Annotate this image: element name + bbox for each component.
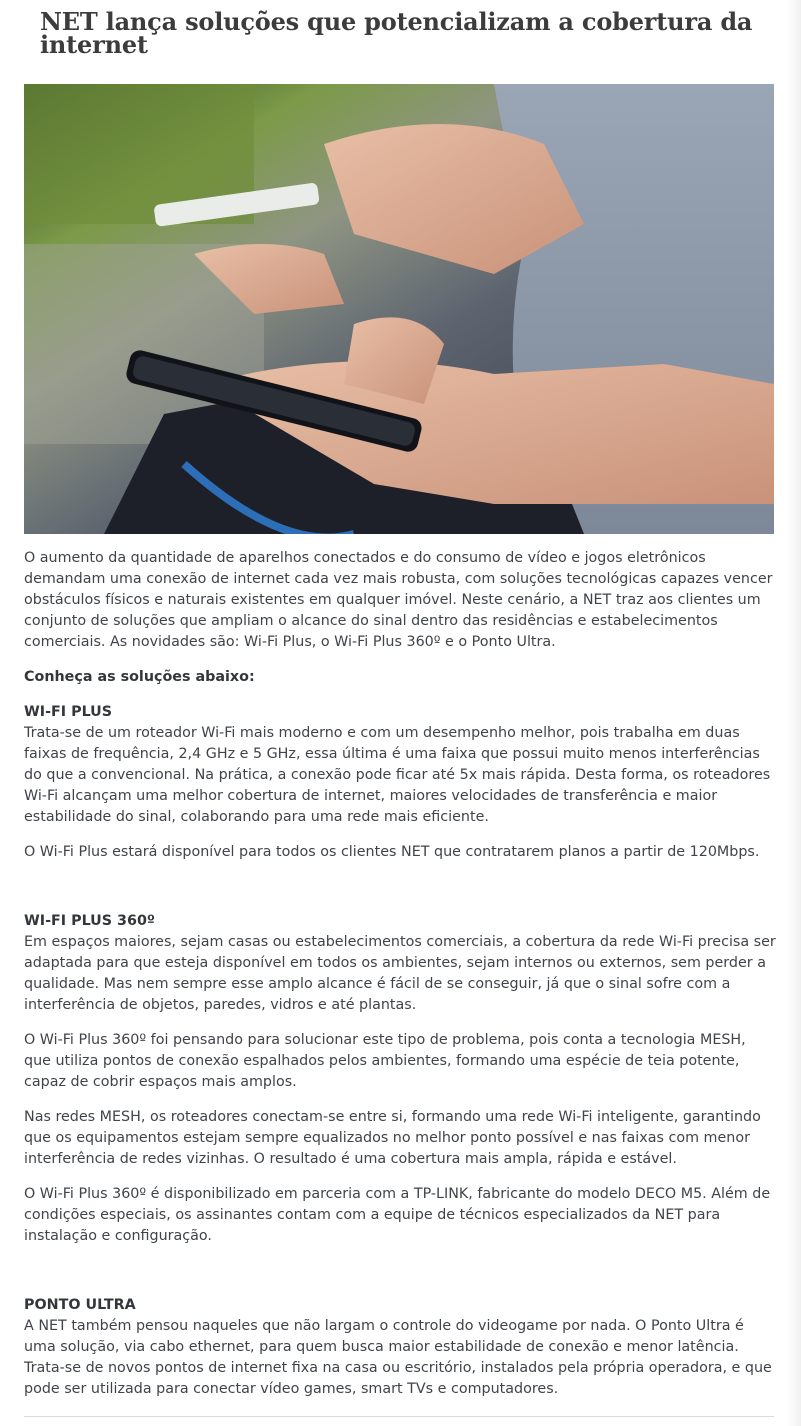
section-heading: WI-FI PLUS — [24, 704, 113, 720]
article-title: NET lança soluções que potencializam a cobertura da internet — [40, 7, 753, 59]
spacer — [24, 1261, 776, 1295]
article-body — [24, 548, 776, 1414]
section-paragraph: A NET também pensou naqueles que não largam o controle do videogame por nada. O Ponto Ultra é uma solução, via cabo ethernet, para quem busca maior estabilidade de conexão e menor latência. Trata-se de novos pontos de internet fixa na casa ou escritório, instalados pela própria operadora, e que pode ser utilizada para conectar vídeo games, smart TVs e computadores. — [24, 1318, 772, 1397]
section-ponto-ultra — [24, 1295, 776, 1400]
section-wifi-plus-360 — [24, 911, 776, 1247]
section-heading: PONTO ULTRA — [24, 1297, 136, 1313]
page-edge-shadow — [787, 0, 801, 1426]
lead-text: Conheça as soluções abaixo: — [24, 669, 255, 685]
section-paragraph: O Wi-Fi Plus 360º é disponibilizado em parceria com a TP-LINK, fabricante do modelo DECO M5. Além de condições especiais, os assinantes contam com a equipe de técnicos especializados da NET para instalação e configuração. — [24, 1186, 771, 1244]
bottom-divider — [24, 1416, 774, 1417]
photo-hands-smartphones-icon — [24, 84, 774, 534]
section-wifi-plus — [24, 702, 776, 863]
spacer — [24, 877, 776, 911]
intro-paragraph: O aumento da quantidade de aparelhos conectados e do consumo de vídeo e jogos eletrônicos demandam uma conexão de internet cada vez mais robusta, com soluções tecnológicas capazes vencer obstáculos físicos e naturais existentes em qualquer imóvel. Neste cenário, a NET traz aos clientes um conjunto de soluções que ampliam o alcance do sinal dentro das residências e estabelecimentos comerciais. As novidades são: Wi-Fi Plus, o Wi-Fi Plus 360º e o Ponto Ultra. — [24, 550, 773, 650]
section-paragraph: Trata-se de um roteador Wi-Fi mais moderno e com um desempenho melhor, pois trabalha em duas faixas de frequência, 2,4 GHz e 5 GHz, essa última é uma faixa que possui muito menos interferências do que a convencional. Na prática, a conexão pode ficar até 5x mais rápida. Desta forma, os roteadores Wi-Fi alcançam uma melhor cobertura de internet, maiores velocidades de transferência e maior estabilidade do sinal, colaborando para uma rede mais eficiente. — [24, 725, 771, 825]
article-hero-image — [24, 84, 774, 534]
section-paragraph: O Wi-Fi Plus estará disponível para todos os clientes NET que contratarem planos a partir de 120Mbps. — [24, 844, 760, 860]
section-paragraph: Em espaços maiores, sejam casas ou estabelecimentos comerciais, a cobertura da rede Wi-Fi precisa ser adaptada para que esteja disponível em todos os ambientes, sejam internos ou externos, sem perder a qualidade. Mas nem sempre esse amplo alcance é fácil de se conseguir, já que o sinal sofre com a interferência de objetos, paredes, vidros e até plantas. — [24, 934, 776, 1013]
section-heading: WI-FI PLUS 360º — [24, 913, 155, 929]
section-paragraph: Nas redes MESH, os roteadores conectam-se entre si, formando uma rede Wi-Fi inteligente, garantindo que os equipamentos estejam sempre equalizados no melhor ponto possível e nas faixas com menor interferência de redes vizinhas. O resultado é uma cobertura mais ampla, rápida e estável. — [24, 1109, 761, 1167]
section-paragraph: O Wi-Fi Plus 360º foi pensando para solucionar este tipo de problema, pois conta a tecnologia MESH, que utiliza pontos de conexão espalhados pelos ambientes, formando uma espécie de teia potente, capaz de cobrir espaços mais amplos. — [24, 1032, 746, 1090]
